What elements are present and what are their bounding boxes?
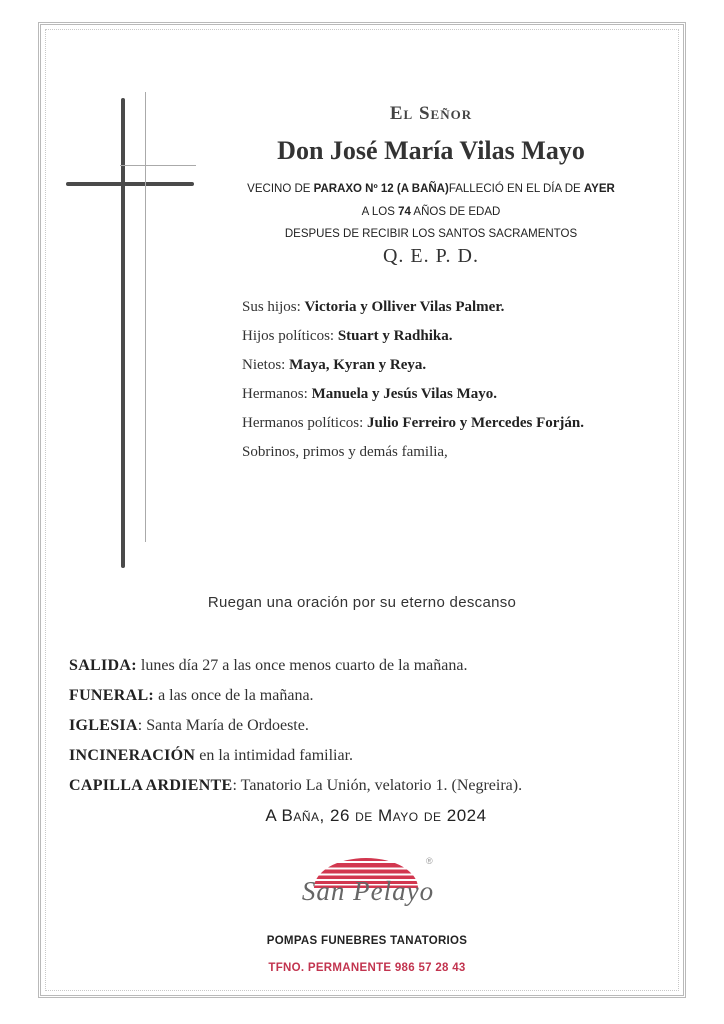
detail-row: INCINERACIÓN en la intimidad familiar. — [69, 747, 354, 764]
deceased-name: Don José María Vilas Mayo — [277, 136, 585, 165]
family-item: Hermanos políticos: Julio Ferreiro y Mercedes Forján. — [242, 415, 585, 431]
services-line: POMPAS FUNEBRES TANATORIOS — [266, 935, 468, 947]
family-item: Nietos: Maya, Kyran y Reya. — [242, 357, 427, 373]
cross-icon — [121, 98, 125, 568]
service-details — [69, 651, 522, 801]
info-line-2: A LOS 74 AÑOS DE EDAD — [361, 206, 501, 218]
family-item: Sus hijos: Victoria y Olliver Vilas Palmer. — [242, 299, 505, 315]
family-item: Hijos políticos: Stuart y Radhika. — [242, 328, 453, 344]
detail-row: FUNERAL: a las once de la mañana. — [69, 687, 314, 704]
title: El Señor — [389, 103, 473, 124]
family-item: Sobrinos, primos y demás familia, — [242, 444, 448, 460]
family-item: Hermanos: Manuela y Jesús Vilas Mayo. — [242, 386, 498, 402]
family-list — [242, 293, 584, 467]
info-line-3: DESPUES DE RECIBIR LOS SANTOS SACRAMENTOS — [284, 228, 578, 240]
cross-shadow-vertical — [145, 92, 146, 542]
phone-line: TFNO. PERMANENTE 986 57 28 43 — [268, 962, 466, 974]
registered-mark: ® — [426, 856, 433, 866]
date-line: A Baña, 26 de Mayo de 2024 — [265, 806, 487, 825]
cross-shadow-horizontal — [120, 165, 196, 166]
info-line-1: VECINO DE PARAXO Nº 12 (A BAÑA)FALLECIÓ EN EL DÍA DE AYER — [247, 183, 615, 195]
detail-row: SALIDA: lunes día 27 a las once menos cuarto de la mañana. — [69, 657, 468, 674]
detail-row: IGLESIA: Santa María de Ordoeste. — [69, 717, 309, 734]
logo-text: San Pelayo — [301, 876, 435, 906]
detail-row: CAPILLA ARDIENTE: Tanatorio La Unión, velatorio 1. (Negreira). — [69, 777, 523, 794]
qepd: Q. E. P. D. — [382, 245, 479, 267]
prayer-request: Ruegan una oración por su eterno descanso — [207, 594, 517, 611]
cross-bar — [66, 182, 194, 186]
